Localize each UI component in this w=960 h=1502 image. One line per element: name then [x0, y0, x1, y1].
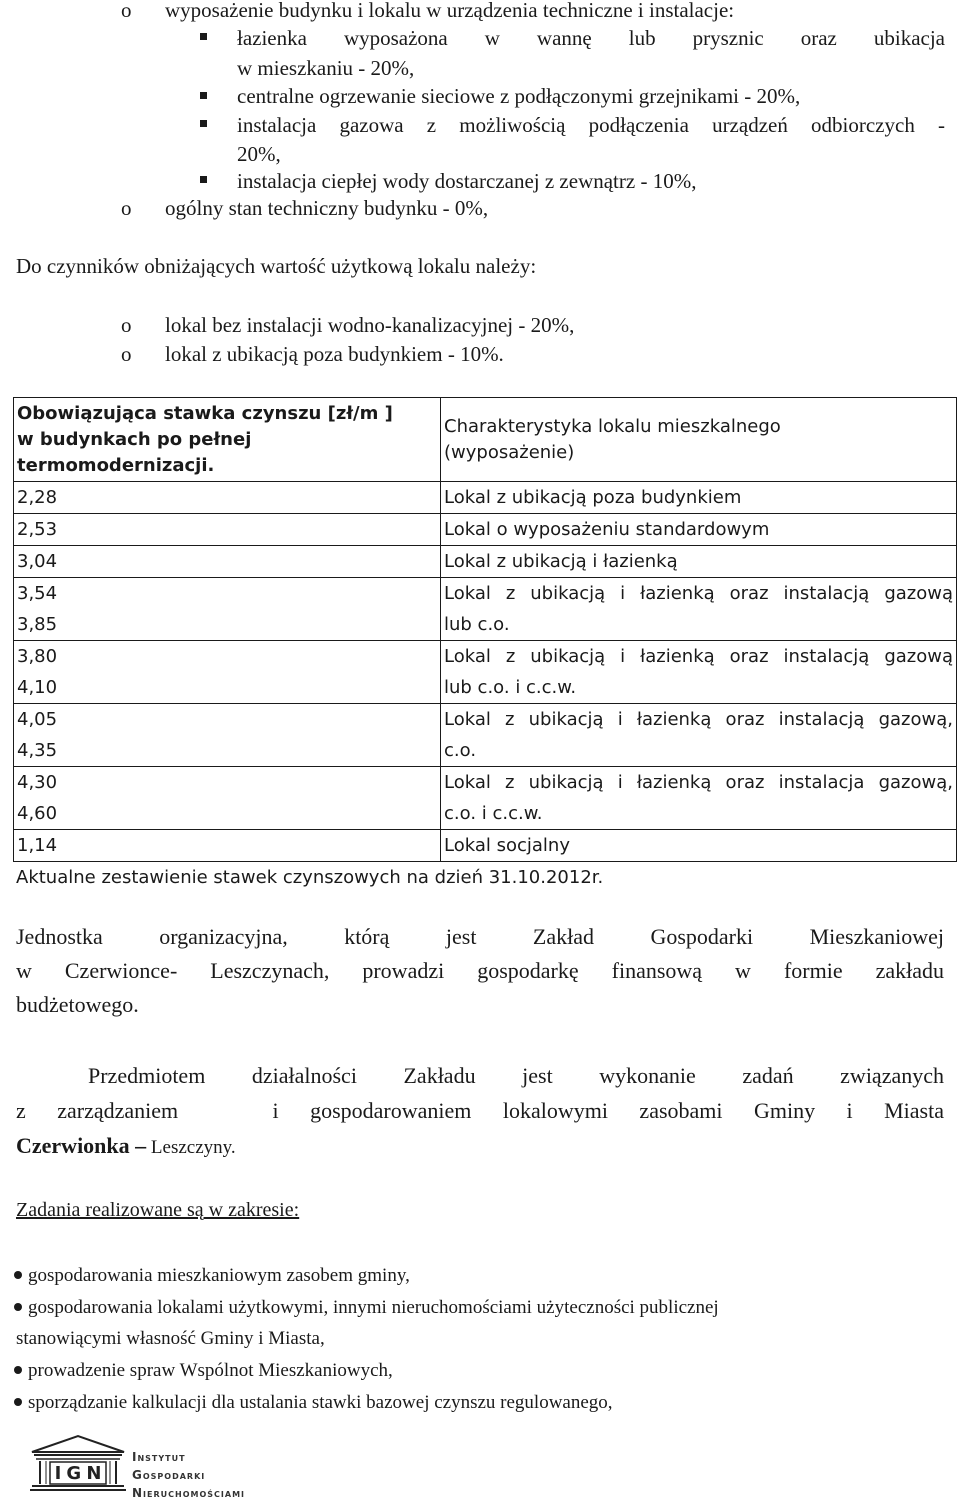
- desc-value: Lokal z ubikacją i łazienką oraz instalacją gazową,: [444, 709, 953, 730]
- header-rate-cell: [14, 398, 441, 482]
- rate-value: 4,35: [17, 740, 58, 761]
- circle-bullet-icon: o: [121, 313, 132, 337]
- logo-name: [132, 1448, 258, 1502]
- square-bullet-icon: [200, 120, 207, 127]
- desc-value: Lokal socjalny: [444, 835, 570, 856]
- equipment-item-4: instalacja ciepłej wody dostarczanej z zewnątrz - 10%,: [237, 169, 697, 193]
- table-row: [14, 767, 957, 830]
- subject-line-1: Przedmiotem działalności Zakładu jest wykonanie zadań związanych: [88, 1063, 944, 1088]
- equipment-item-3-line1: instalacja gazowa z możliwością podłączenia urządzeń odbiorczych -: [237, 113, 945, 137]
- rate-cell: [14, 482, 441, 514]
- task-item-3: [14, 1357, 954, 1385]
- org-line-3: budżetowego.: [16, 992, 139, 1017]
- reducing-item-2: lokal z ubikacją poza budynkiem - 10%.: [165, 342, 504, 366]
- table-caption: Aktualne zestawienie stawek czynszowych na dzień 31.10.2012r.: [16, 867, 604, 888]
- table-row: [14, 641, 957, 704]
- rate-value: 2,53: [17, 519, 58, 540]
- task-item-1: [14, 1262, 954, 1290]
- task-text: prowadzenie spraw Wspólnot Mieszkaniowych,: [28, 1360, 393, 1381]
- rate-cell: [14, 767, 441, 830]
- rate-value: 4,30: [17, 772, 58, 793]
- desc-value: c.o.: [444, 740, 477, 761]
- rate-cell: [14, 578, 441, 641]
- ign-logo: [28, 1434, 258, 1500]
- rates-table-header: [14, 398, 957, 482]
- desc-value: lub c.o. i c.c.w.: [444, 677, 577, 698]
- general-state-item: ogólny stan techniczny budynku - 0%,: [165, 196, 489, 220]
- logo-name-line: Instytut Gospodarki: [132, 1450, 206, 1482]
- dot-bullet-icon: [14, 1303, 22, 1311]
- desc-cell: [441, 830, 957, 862]
- rate-value: 3,54: [17, 583, 58, 604]
- equipment-item-1-line2: w mieszkaniu - 20%,: [237, 56, 415, 80]
- header-desc-line: Charakterystyka lokalu mieszkalnego: [444, 416, 781, 437]
- dot-bullet-icon: [14, 1366, 22, 1374]
- rate-cell: [14, 641, 441, 704]
- circle-bullet-icon: o: [121, 342, 132, 366]
- desc-cell: [441, 482, 957, 514]
- rate-value: 4,05: [17, 709, 58, 730]
- subject-line-3-b: Leszczyny.: [146, 1137, 236, 1158]
- logo-name-line: Nieruchomościami: [132, 1486, 246, 1500]
- logo-letters: [52, 1462, 104, 1484]
- square-bullet-icon: [200, 176, 207, 183]
- task-item-2: [14, 1294, 954, 1322]
- header-rate-line: Obowiązująca stawka czynszu [zł/m ]: [17, 403, 393, 424]
- org-line-1: Jednostka organizacyjna, którą jest Zakład Gospodarki Mieszkaniowej: [16, 924, 944, 949]
- tasks-heading: Zadania realizowane są w zakresie:: [16, 1199, 300, 1221]
- task-item-4: [14, 1389, 954, 1417]
- org-line-2: w Czerwionce- Leszczynach, prowadzi gospodarkę finansową w formie zakładu: [16, 958, 944, 983]
- header-rate-line: w budynkach po pełnej: [17, 429, 252, 450]
- rate-value: 1,14: [17, 835, 58, 856]
- task-text: gospodarowania mieszkaniowym zasobem gminy,: [28, 1265, 410, 1286]
- desc-value: lub c.o.: [444, 614, 510, 635]
- square-bullet-icon: [200, 92, 207, 99]
- table-row: [14, 704, 957, 767]
- reducing-heading: Do czynników obniżających wartość użytkową lokalu należy:: [16, 254, 537, 278]
- equipment-item-3-line2: 20%,: [237, 142, 281, 166]
- header-rate-line: termomodernizacji.: [17, 455, 215, 476]
- rate-cell: [14, 830, 441, 862]
- rate-value: 4,60: [17, 803, 58, 824]
- rate-value: 3,80: [17, 646, 58, 667]
- rate-value: 4,10: [17, 677, 58, 698]
- desc-cell: [441, 546, 957, 578]
- desc-cell: [441, 578, 957, 641]
- subject-line-3: [16, 1129, 944, 1165]
- logo-letter: G: [66, 1462, 82, 1484]
- rate-value: 3,04: [17, 551, 58, 572]
- circle-bullet-icon: o: [121, 196, 132, 220]
- dot-bullet-icon: [14, 1398, 22, 1406]
- dot-bullet-icon: [14, 1271, 22, 1279]
- reducing-item-1: lokal bez instalacji wodno-kanalizacyjnej - 20%,: [165, 313, 575, 337]
- desc-value: Lokal o wyposażeniu standardowym: [444, 519, 770, 540]
- rate-cell: [14, 704, 441, 767]
- logo-letter: I: [54, 1462, 62, 1484]
- equipment-item-2: centralne ogrzewanie sieciowe z podłączonymi grzejnikami - 20%,: [237, 84, 801, 108]
- equipment-heading: wyposażenie budynku i lokalu w urządzenia techniczne i instalacje:: [165, 0, 735, 22]
- desc-value: Lokal z ubikacją i łazienką oraz instalacja gazową,: [444, 772, 953, 793]
- table-row: [14, 546, 957, 578]
- task-text: sporządzanie kalkulacji dla ustalania stawki bazowej czynszu regulowanego,: [28, 1392, 613, 1413]
- rate-cell: [14, 546, 441, 578]
- header-desc-cell: [441, 398, 957, 482]
- circle-bullet-icon: o: [121, 0, 132, 22]
- rate-cell: [14, 514, 441, 546]
- table-row: [14, 830, 957, 862]
- header-desc-line: (wyposażenie): [444, 442, 575, 463]
- desc-value: c.o. i c.c.w.: [444, 803, 543, 824]
- table-row: [14, 514, 957, 546]
- desc-cell: [441, 514, 957, 546]
- desc-value: Lokal z ubikacją i łazienką oraz instalacją gazową: [444, 646, 953, 667]
- desc-value: Lokal z ubikacją i łazienką: [444, 551, 678, 572]
- rates-table: [13, 397, 957, 862]
- square-bullet-icon: [200, 33, 207, 40]
- subject-line-3-a: Czerwionka –: [16, 1133, 147, 1158]
- equipment-item-1-line1: łazienka wyposażona w wannę lub prysznic oraz ubikacja: [237, 26, 945, 50]
- desc-cell: [441, 641, 957, 704]
- logo-letter: N: [86, 1462, 102, 1484]
- table-row: [14, 482, 957, 514]
- rate-value: 2,28: [17, 487, 58, 508]
- desc-cell: [441, 767, 957, 830]
- rate-value: 3,85: [17, 614, 58, 635]
- desc-value: Lokal z ubikacją i łazienką oraz instalacją gazową: [444, 583, 953, 604]
- desc-value: Lokal z ubikacją poza budynkiem: [444, 487, 742, 508]
- table-row: [14, 578, 957, 641]
- desc-cell: [441, 704, 957, 767]
- task-text: gospodarowania lokalami użytkowymi, innymi nieruchomościami użyteczności publicznej: [28, 1297, 719, 1318]
- task-item-2-line2: stanowiącymi własność Gminy i Miasta,: [16, 1328, 325, 1349]
- subject-line-2: z zarządzaniem i gospodarowaniem lokalowymi zasobami Gminy i Miasta: [16, 1098, 944, 1123]
